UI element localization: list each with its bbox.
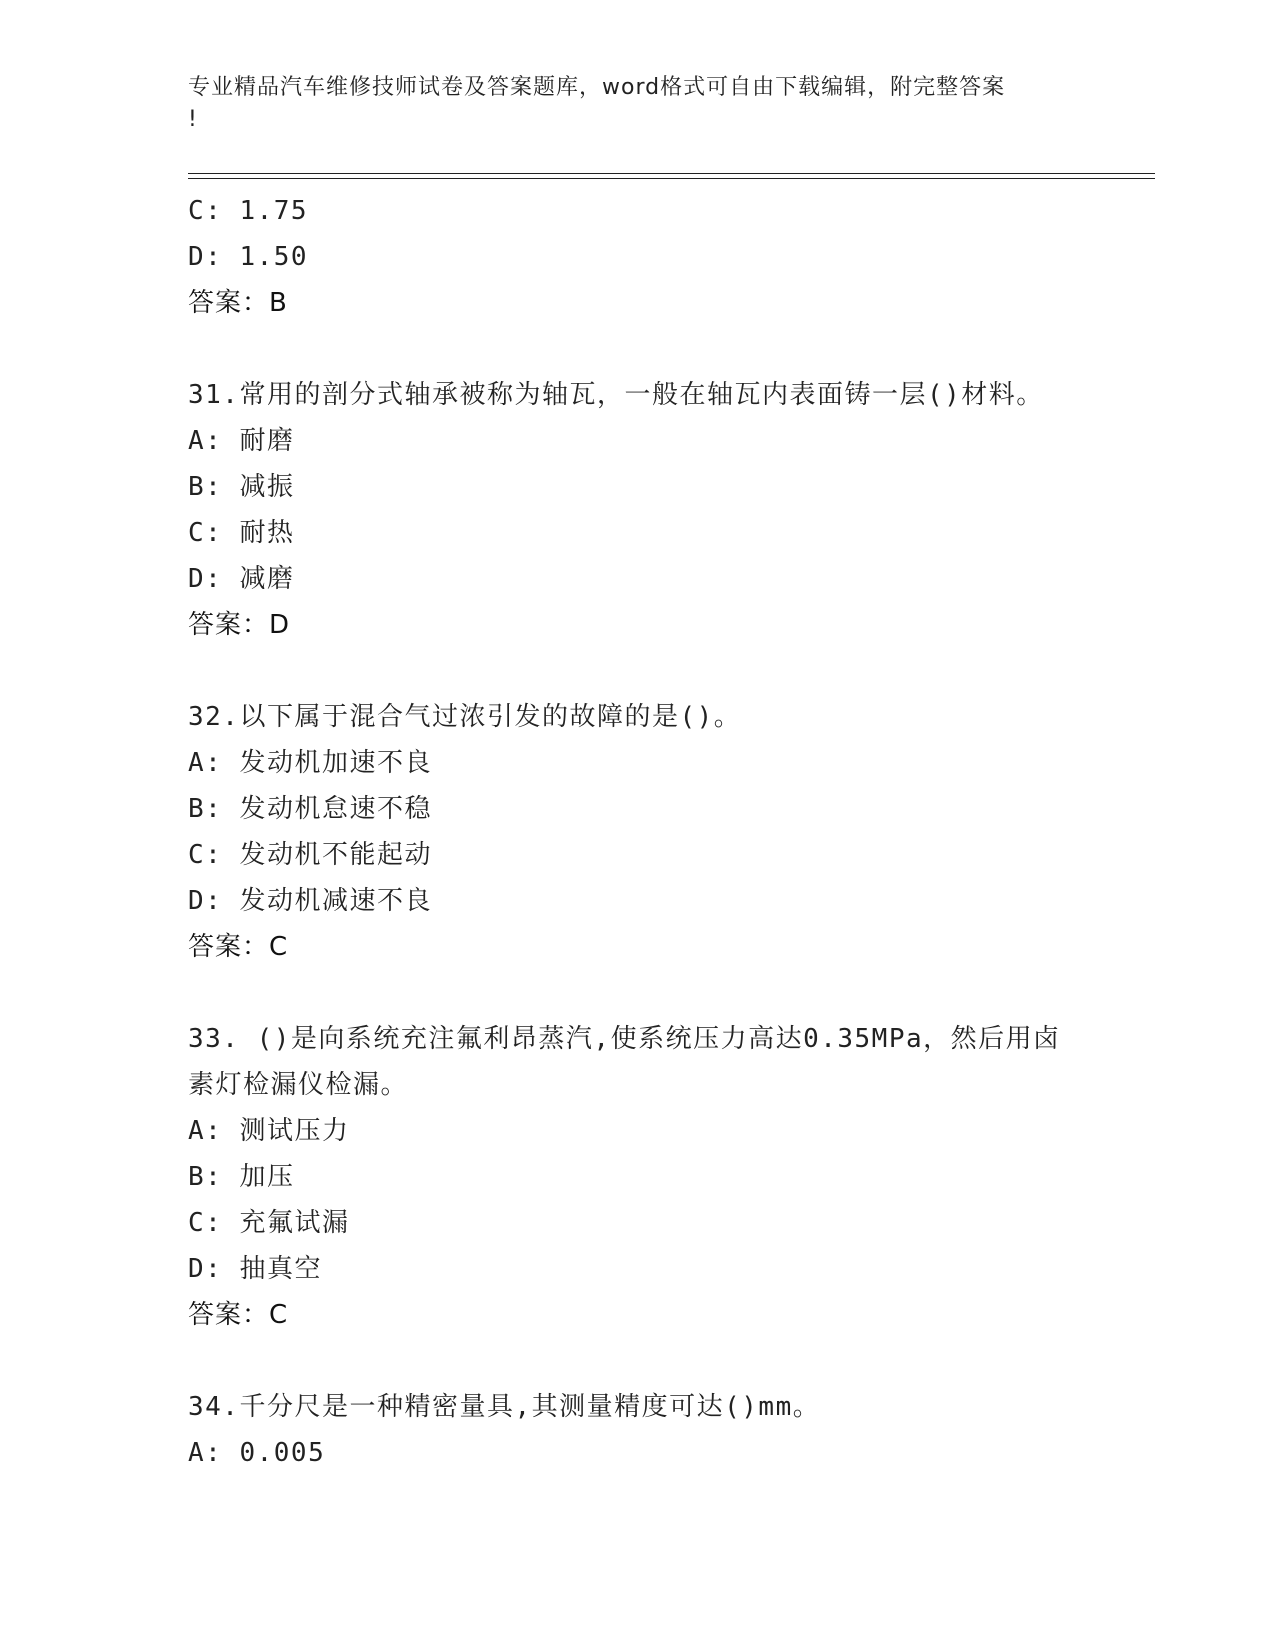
question-stem: 31.常用的剖分式轴承被称为轴瓦，一般在轴瓦内表面铸一层()材料。 <box>188 380 1044 410</box>
question-33 <box>188 1016 1088 1338</box>
option-c: C: 充氟试漏 <box>188 1208 350 1238</box>
answer-line: 答案：D <box>188 610 291 640</box>
question-34 <box>188 1384 1088 1476</box>
question-32 <box>188 694 1088 970</box>
option-c: C: 耐热 <box>188 518 295 548</box>
answer-line: 答案：C <box>188 1300 289 1330</box>
option-d: D: 1.50 <box>188 242 309 272</box>
question-stem-line1: 33. ()是向系统充注氟利昂蒸汽,使系统压力高达0.35MPa，然后用卤 <box>188 1024 1061 1054</box>
question-31 <box>188 372 1088 648</box>
option-a: A: 耐磨 <box>188 426 295 456</box>
option-a: A: 发动机加速不良 <box>188 748 432 778</box>
question-stem: 34.千分尺是一种精密量具,其测量精度可达()mm。 <box>188 1392 821 1422</box>
option-b: B: 发动机怠速不稳 <box>188 794 432 824</box>
header-text-line1: 专业精品汽车维修技师试卷及答案题库，word格式可自由下载编辑，附完整答案 <box>188 75 1006 100</box>
option-c: C: 1.75 <box>188 196 309 226</box>
question-content <box>188 188 1088 1476</box>
option-a: A: 测试压力 <box>188 1116 350 1146</box>
document-header <box>188 72 1068 136</box>
prev-question-tail <box>188 188 1088 326</box>
option-b: B: 加压 <box>188 1162 295 1192</box>
answer-line: 答案：B <box>188 288 288 318</box>
option-c: C: 发动机不能起动 <box>188 840 432 870</box>
answer-line: 答案：C <box>188 932 289 962</box>
header-text-line2: ! <box>188 107 198 132</box>
header-divider-top <box>188 173 1155 174</box>
header-divider-bottom <box>188 178 1155 179</box>
option-d: D: 发动机减速不良 <box>188 886 432 916</box>
option-a: A: 0.005 <box>188 1438 326 1468</box>
question-stem-line2: 素灯检漏仪检漏。 <box>188 1070 409 1100</box>
option-d: D: 减磨 <box>188 564 295 594</box>
question-stem: 32.以下属于混合气过浓引发的故障的是()。 <box>188 702 742 732</box>
option-d: D: 抽真空 <box>188 1254 322 1284</box>
option-b: B: 减振 <box>188 472 295 502</box>
